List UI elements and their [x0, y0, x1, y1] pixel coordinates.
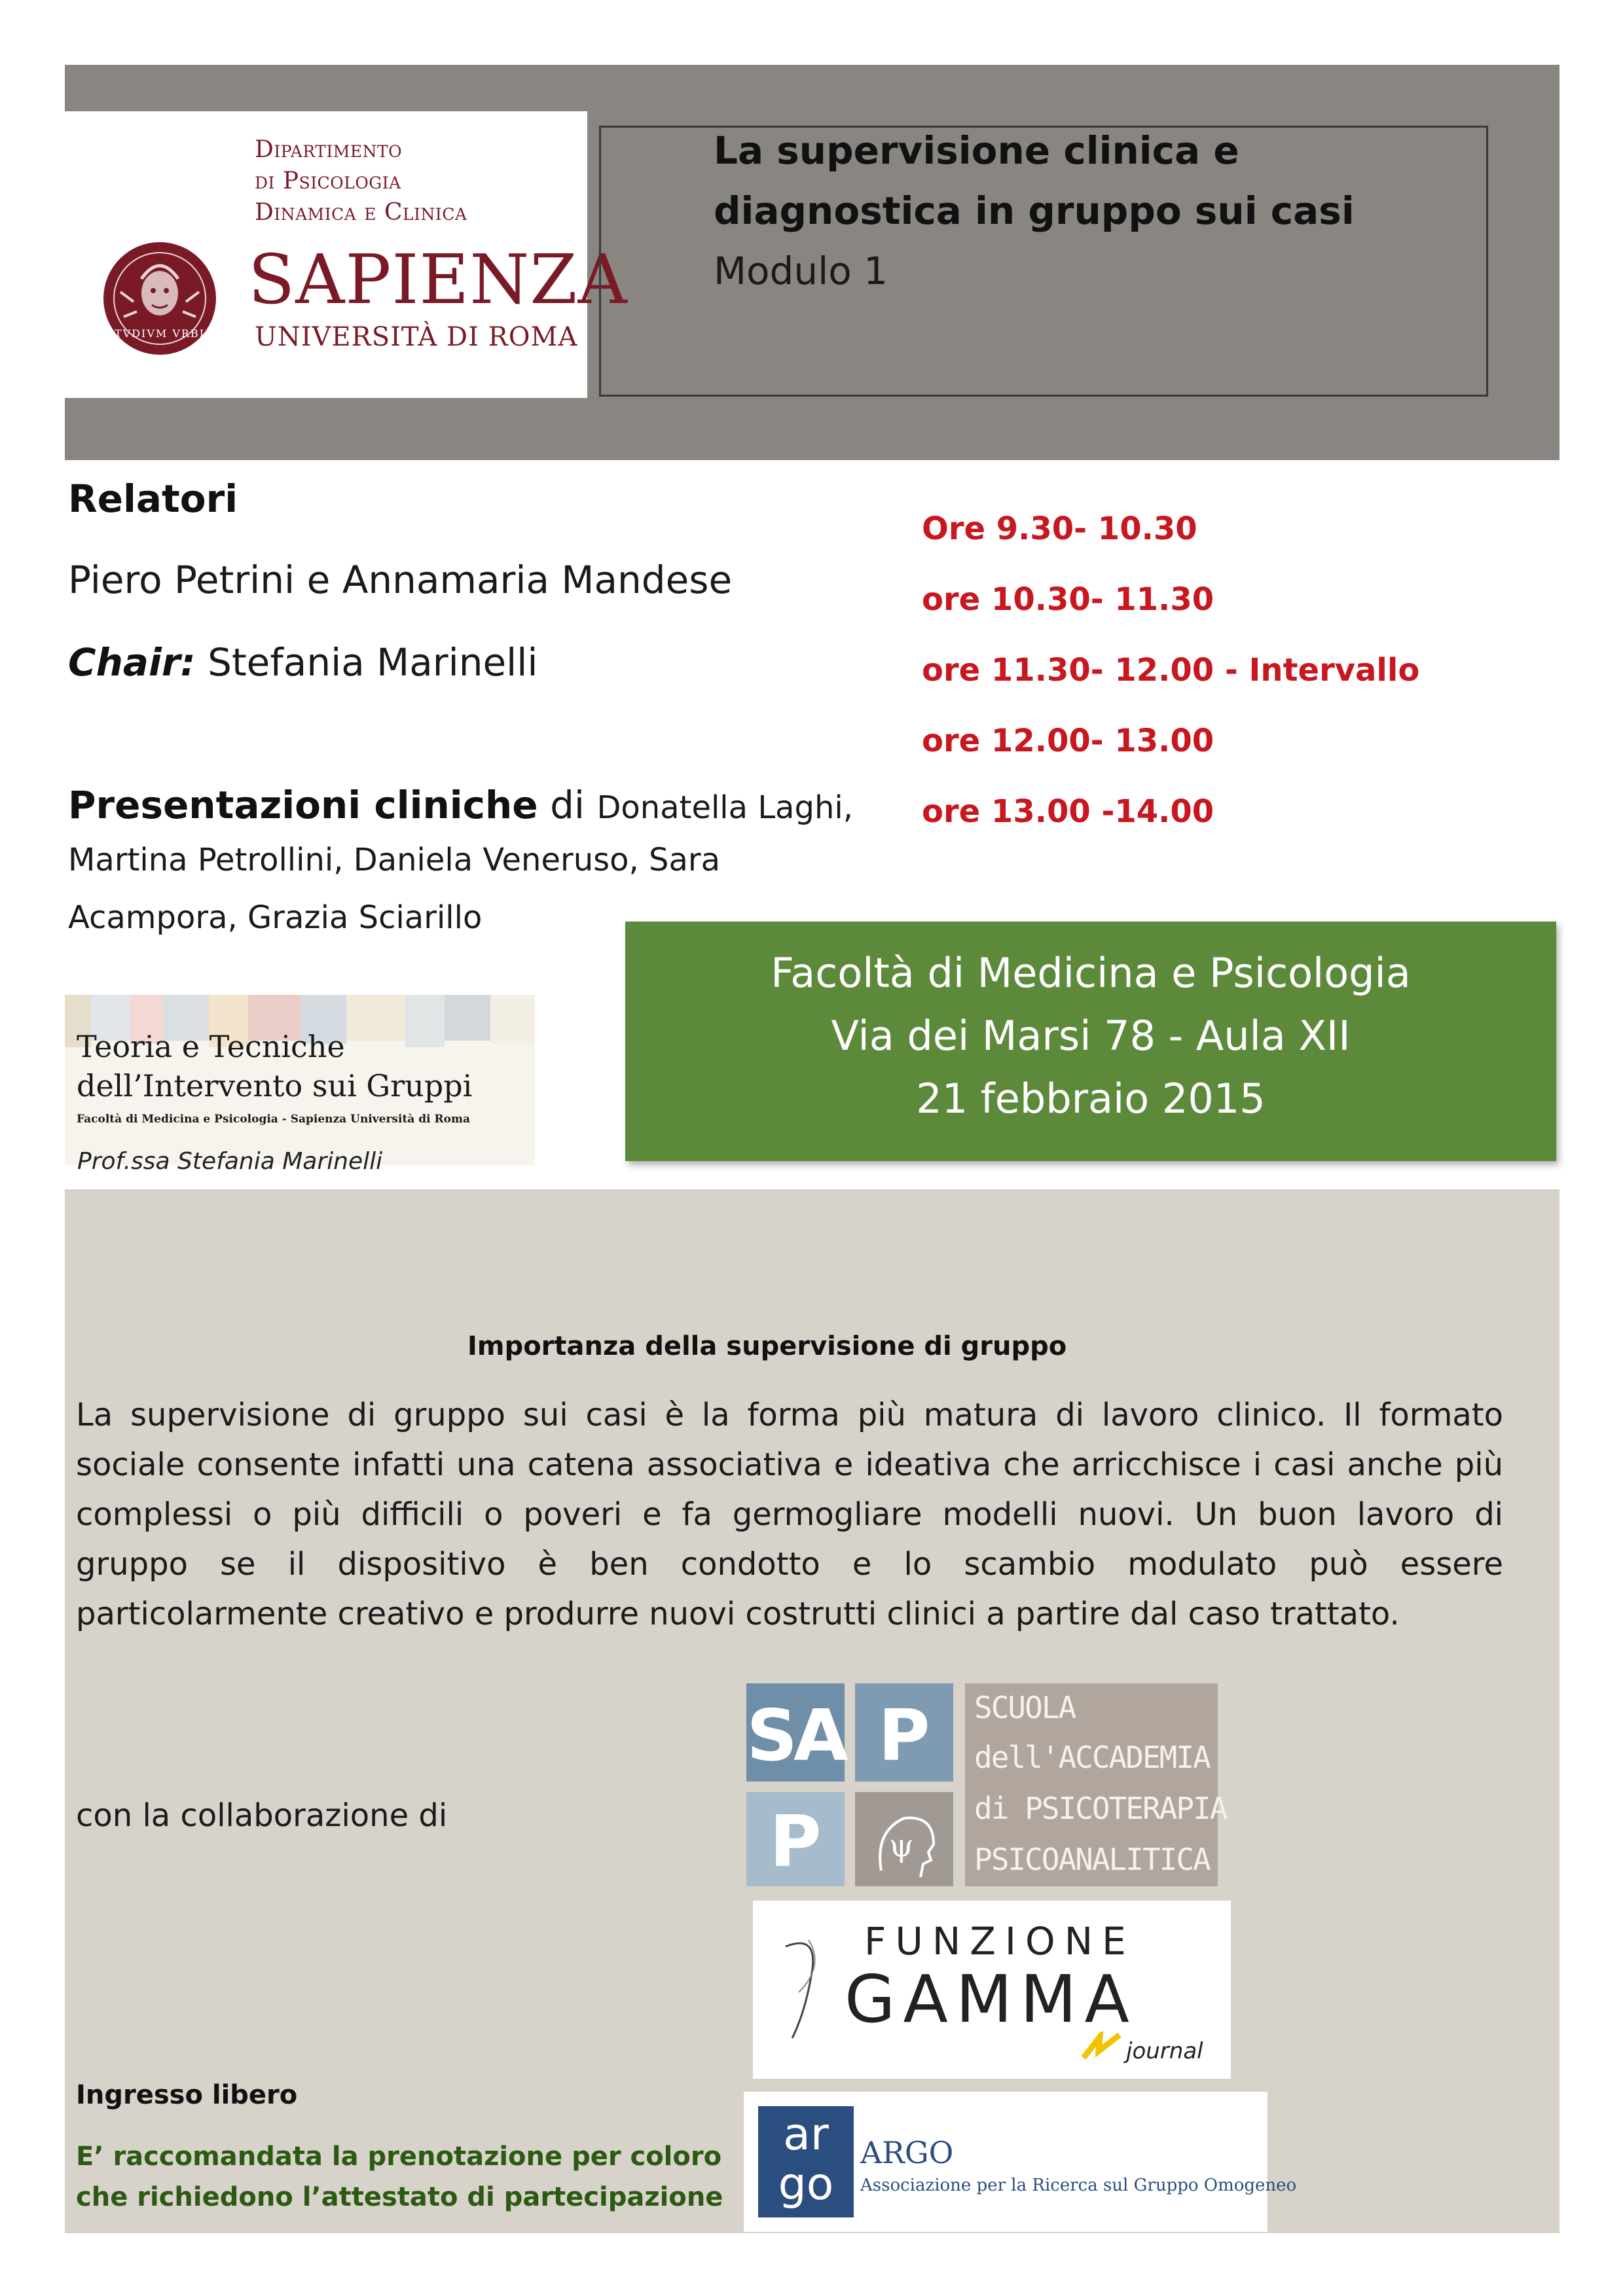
collaboration-label: con la collaborazione di	[76, 1797, 448, 1834]
course-subtitle: Facoltà di Medicina e Psicologia - Sapienza Università di Roma	[77, 1113, 470, 1126]
title-line-2: diagnostica in gruppo sui casi	[714, 188, 1355, 233]
argo-mark: ar go	[758, 2106, 854, 2217]
booking-note-1: E’ raccomandata la prenotazione per coloro	[76, 2142, 722, 2172]
venue-box	[625, 922, 1556, 1161]
booking-note-2: che richiedono l’attestato di partecipazione	[76, 2182, 723, 2212]
venue-address: Via dei Marsi 78 - Aula XII	[831, 1012, 1351, 1060]
gamma-text: GAMMA	[845, 1961, 1137, 2037]
chair-label: Chair:	[68, 640, 196, 685]
journal-text: journal	[1126, 2038, 1203, 2064]
presentations-names-2: Martina Petrollini, Daniela Veneruso, Sara	[68, 842, 721, 878]
sapp-tile-sa: SA	[746, 1683, 845, 1782]
argo-logo	[744, 2092, 1297, 2232]
speakers-names: Piero Petrini e Annamaria Mandese	[68, 558, 733, 602]
course-banner	[65, 995, 535, 1165]
importance-line-5: particolarmente creativo e produrre nuovi costrutti clinici a partire dal caso trattato.	[76, 1596, 1400, 1632]
department-line-3: Dinamica e Clinica	[255, 199, 467, 226]
university-name: SAPIENZA	[248, 240, 628, 319]
schedule-slot-3: ore 11.30- 12.00 - Intervallo	[922, 652, 1420, 689]
venue-date: 21 febbraio 2015	[916, 1075, 1266, 1122]
department-line-2: di Psicologia	[255, 168, 401, 194]
sapp-tile-p2: P	[746, 1792, 845, 1886]
course-title-1: Teoria e Tecniche	[77, 1029, 345, 1064]
speakers-heading: Relatori	[68, 476, 238, 521]
presentations-names-1: Donatella Laghi,	[596, 789, 853, 826]
psi-head-icon	[855, 1792, 953, 1886]
presentations-line-1	[68, 783, 853, 827]
funzione-text: FUNZIONE	[864, 1919, 1135, 1964]
importance-line-2: sociale consente infatti una catena associativa e ideativa che arricchisce i casi anche più	[76, 1446, 1503, 1483]
module-label: Modulo 1	[714, 249, 888, 293]
sapp-text-block: SCUOLA	[965, 1683, 1218, 1886]
presentations-label: Presentazioni cliniche	[68, 783, 538, 827]
schedule-slot-2: ore 10.30- 11.30	[922, 581, 1214, 618]
presentations-names-3: Acampora, Grazia Sciarillo	[68, 899, 483, 936]
presentations-di: di	[538, 783, 597, 827]
department-line-1: Dipartimento	[255, 136, 403, 163]
venue-faculty: Facoltà di Medicina e Psicologia	[771, 949, 1411, 997]
svg-text:ψ: ψ	[889, 1827, 914, 1864]
sapienza-seal-icon	[101, 240, 219, 357]
chair-line	[68, 640, 538, 685]
importance-line-3: complessi o più difficili o poveri e fa germogliare modelli nuovi. Un buon lavoro di	[76, 1496, 1503, 1533]
argo-subtitle: Associazione per la Ricerca sul Gruppo Omogeneo	[860, 2176, 1297, 2195]
funzione-gamma-logo	[753, 1901, 1231, 2079]
chair-name: Stefania Marinelli	[195, 640, 538, 685]
sapp-tile-p: P	[855, 1683, 953, 1782]
journal-mark-icon	[1080, 2032, 1126, 2064]
seal-text: STVDIVM VRBIS	[106, 327, 213, 340]
university-subtitle: UNIVERSITÀ DI ROMA	[255, 322, 578, 352]
course-professor: Prof.ssa Stefania Marinelli	[77, 1148, 383, 1175]
importance-line-4: gruppo se il dispositivo è ben condotto e lo scambio modulato può essere	[76, 1546, 1503, 1583]
title-line-1: La supervisione clinica e	[714, 128, 1239, 173]
importance-title: Importanza della supervisione di gruppo	[467, 1331, 1067, 1361]
schedule-slot-5: ore 13.00 -14.00	[922, 793, 1214, 830]
schedule-slot-4: ore 12.00- 13.00	[922, 723, 1214, 759]
importance-line-1: La supervisione di gruppo sui casi è la forma più matura di lavoro clinico. Il formato	[76, 1397, 1503, 1433]
sapp-logo: SA P P ψ SCUOLA dell'ACCADEMIA di PSICOTERAPIA PSICOANALITICA	[746, 1683, 1218, 1886]
schedule-slot-1: Ore 9.30- 10.30	[922, 511, 1197, 547]
argo-name: ARGO	[860, 2135, 954, 2170]
gamma-swirl-icon	[773, 1927, 845, 2051]
free-entry: Ingresso libero	[76, 2080, 298, 2110]
course-title-2: dell’Intervento sui Gruppi	[77, 1068, 473, 1103]
sapienza-logo	[65, 111, 628, 398]
